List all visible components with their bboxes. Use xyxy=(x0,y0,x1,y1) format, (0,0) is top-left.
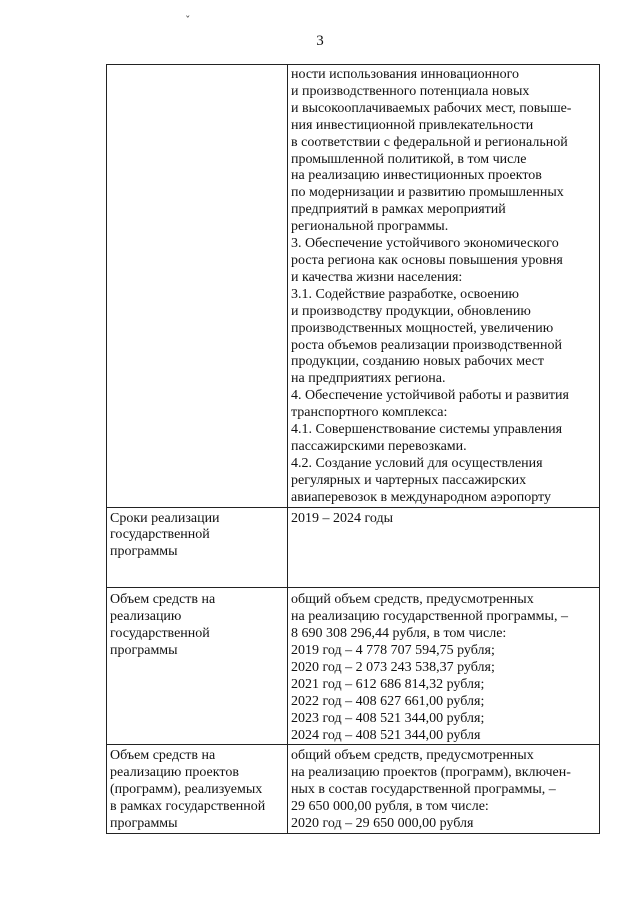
label-line: в рамках государственной xyxy=(110,799,266,815)
label-line: программы xyxy=(110,816,178,832)
value-line: 4.2. Создание условий для осуществления xyxy=(291,455,543,471)
value-line: ных в состав государственной программы, – xyxy=(291,782,556,798)
row-label-cell xyxy=(107,745,288,834)
label-line: (программ), реализуемых xyxy=(110,782,263,798)
value-line: транспортного комплекса: xyxy=(291,405,448,421)
value-line: 2024 год – 408 521 344,00 рубля xyxy=(291,727,481,743)
value-line: 3.1. Содействие разработке, освоению xyxy=(291,286,519,302)
value-line: на реализацию проектов (программ), включен- xyxy=(291,765,571,781)
value-line: и высокооплачиваемых рабочих мест, повыше- xyxy=(291,100,572,116)
value-line: 2020 год – 2 073 243 538,37 рубля; xyxy=(291,659,495,675)
value-line: промышленной политикой, в том числе xyxy=(291,151,527,167)
value-line: 2023 год – 408 521 344,00 рубля; xyxy=(291,710,485,726)
label-line: реализацию xyxy=(110,609,182,625)
label-line: государственной xyxy=(110,626,210,642)
row-value-cell xyxy=(288,588,600,745)
value-line: 4.1. Совершенствование системы управления xyxy=(291,422,563,438)
label-line: Объем средств на xyxy=(110,592,216,608)
value-line: и производству продукции, обновлению xyxy=(291,303,531,319)
value-line: предприятий в рамках мероприятий xyxy=(291,202,506,218)
value-line: на реализацию инвестиционных проектов xyxy=(291,168,542,184)
value-line: 2019 – 2024 годы xyxy=(291,510,394,526)
table-row xyxy=(107,588,600,745)
value-line: регулярных и чартерных пассажирских xyxy=(291,472,527,488)
value-line: продукции, созданию новых рабочих мест xyxy=(291,354,545,370)
table-row xyxy=(107,745,600,834)
row-value-cell xyxy=(288,745,600,834)
value-line: 2022 год – 408 627 661,00 рубля; xyxy=(291,693,485,709)
label-line: программы xyxy=(110,544,178,560)
scan-mark: ˇ xyxy=(185,14,191,27)
row-label-cell xyxy=(107,588,288,745)
value-line: 2019 год – 4 778 707 594,75 рубля; xyxy=(291,643,495,658)
table-row xyxy=(107,65,600,508)
value-line: роста объемов реализации производственной xyxy=(291,337,562,353)
value-line: общий объем средств, предусмотренных xyxy=(291,592,534,608)
value-line: региональной программы. xyxy=(291,219,449,235)
value-line: и качества жизни населения: xyxy=(291,269,463,285)
label-line: программы xyxy=(110,643,178,658)
value-line: по модернизации и развитию промышленных xyxy=(291,185,564,201)
value-line: 2020 год – 29 650 000,00 рубля xyxy=(291,816,474,832)
value-line: общий объем средств, предусмотренных xyxy=(291,748,534,764)
value-line: и производственного потенциала новых xyxy=(291,83,530,99)
value-line: 3. Обеспечение устойчивого экономического xyxy=(291,236,559,252)
value-line: на реализацию государственной программы, – xyxy=(291,609,568,625)
value-line: в соответствии с федеральной и региональной xyxy=(291,134,568,150)
value-line: роста региона как основы повышения уровня xyxy=(291,252,563,268)
value-line: производственных мощностей, увеличению xyxy=(291,320,554,336)
program-passport-table xyxy=(106,64,600,834)
row-value-cell xyxy=(288,65,600,508)
value-line: 4. Обеспечение устойчивой работы и развития xyxy=(291,388,569,404)
label-line: Сроки реализации xyxy=(110,510,220,526)
row-value-cell xyxy=(288,507,600,588)
value-line: авиаперевозок в международном аэропорту xyxy=(291,489,551,505)
value-line: 29 650 000,00 рубля, в том числе: xyxy=(291,799,489,815)
value-line: пассажирскими перевозками. xyxy=(291,438,467,454)
row-label-cell xyxy=(107,507,288,588)
label-line: государственной xyxy=(110,527,210,543)
page-number: 3 xyxy=(316,33,324,49)
value-line: 2021 год – 612 686 814,32 рубля; xyxy=(291,676,485,692)
value-line: ности использования инновационного xyxy=(291,67,520,82)
value-line: на предприятиях региона. xyxy=(291,371,446,387)
value-line: ния инвестиционной привлекательности xyxy=(291,117,534,133)
label-line: Объем средств на xyxy=(110,748,216,764)
value-line: 8 690 308 296,44 рубля, в том числе: xyxy=(291,626,507,642)
table-row xyxy=(107,507,600,588)
label-line: реализацию проектов xyxy=(110,765,239,781)
row-label-cell xyxy=(107,65,288,508)
